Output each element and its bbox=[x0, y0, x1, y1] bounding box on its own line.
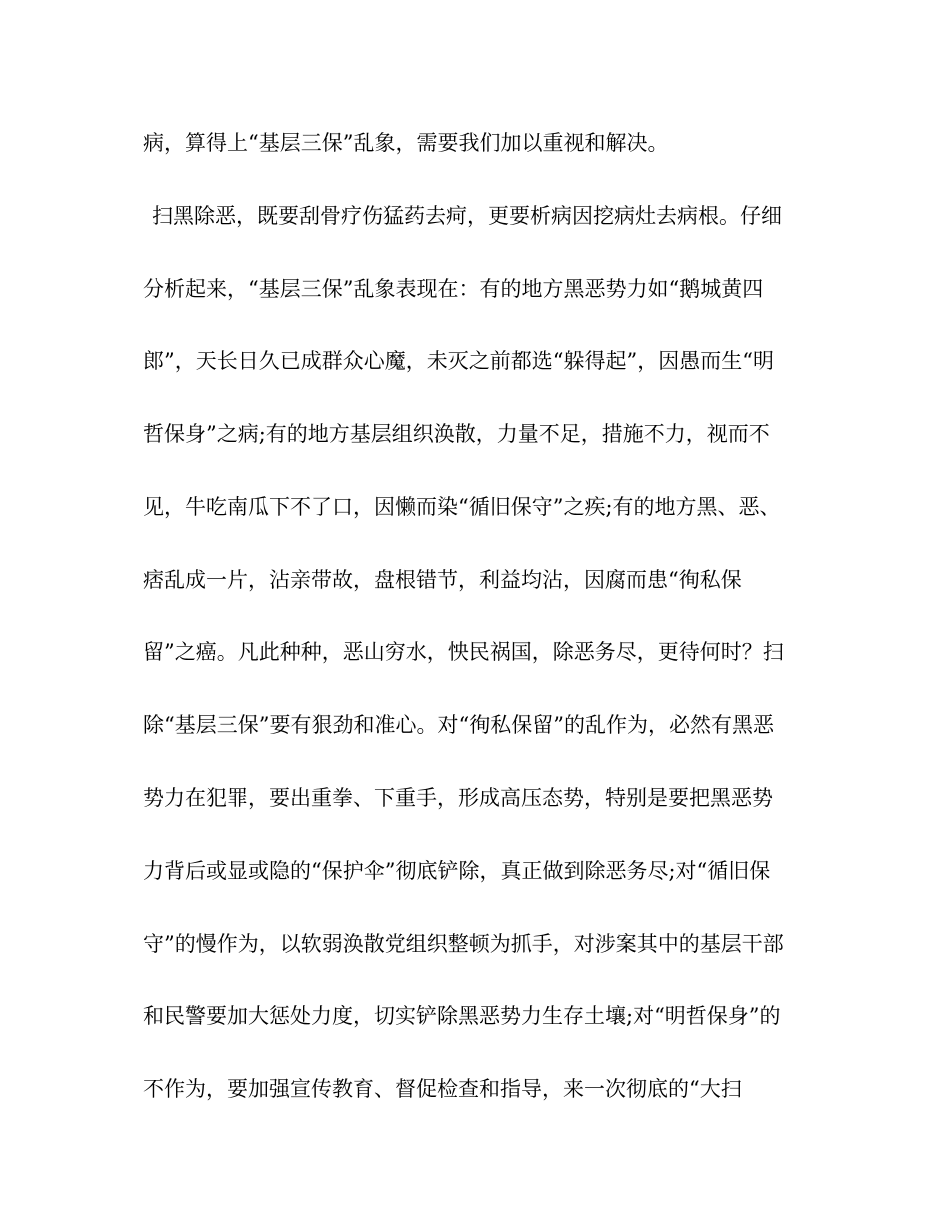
text-line: 病，算得上“基层三保”乱象，需要我们加以重视和解决。 bbox=[143, 131, 669, 155]
text-line: 留”之癌。凡此种种，恶山穷水，怏民祸国，除恶务尽，更待何时？扫 bbox=[143, 640, 784, 664]
text-line: 见，牛吃南瓜下不了口，因懒而染“循旧保守”之疾;有的地方黑、恶、 bbox=[143, 495, 781, 519]
text-line: 守”的慢作为，以软弱涣散党组织整顿为抓手，对涉案其中的基层干部 bbox=[143, 932, 784, 956]
text-line: 痞乱成一片，沾亲带故，盘根错节，利益均沾，因腐而患“徇私保 bbox=[143, 568, 742, 592]
text-line: 郎”，天长日久已成群众心魔，未灭之前都选“躲得起”，因愚而生“明 bbox=[143, 349, 774, 373]
text-line: 哲保身”之病;有的地方基层组织涣散，力量不足，措施不力，视而不 bbox=[143, 422, 770, 446]
text-line: 和民警要加大惩处力度，切实铲除黑恶势力生存土壤;对“明哲保身”的 bbox=[143, 1004, 781, 1028]
text-line: 不作为，要加强宣传教育、督促检查和指导，来一次彻底的“大扫 bbox=[143, 1077, 742, 1101]
text-line: 势力在犯罪，要出重拳、下重手，形成高压态势，特别是要把黑恶势 bbox=[143, 786, 773, 810]
text-line: 分析起来，“基层三保”乱象表现在：有的地方黑恶势力如“鹅城黄四 bbox=[143, 277, 764, 301]
text-line: 扫黑除恶，既要刮骨疗伤猛药去疴，更要析病因挖病灶去病根。仔细 bbox=[152, 204, 782, 228]
text-line: 力背后或显或隐的“保护伞”彻底铲除，真正做到除恶务尽;对“循旧保 bbox=[143, 859, 771, 883]
text-line: 除“基层三保”要有狠劲和准心。对“徇私保留”的乱作为，必然有黑恶 bbox=[143, 713, 774, 737]
